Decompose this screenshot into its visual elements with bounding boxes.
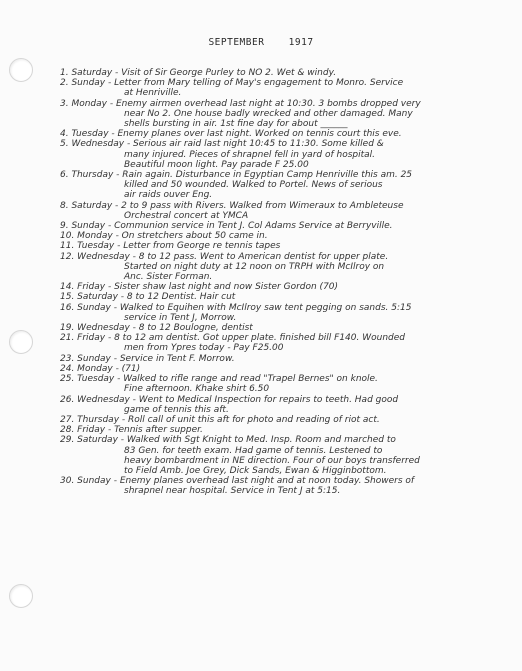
entry-continuation-line: game of tennis this aft. [124, 404, 229, 415]
diary-entry [60, 282, 500, 292]
binder-hole [9, 58, 33, 82]
entry-line: 24. Monday - (71) [60, 363, 141, 374]
entry-continuation-line: Beautiful moon light. Pay parade F 25.00 [124, 159, 309, 170]
entry-line: 14. Friday - Sister shaw last night and now Sister Gordon (70) [60, 282, 339, 293]
entry-line: 19. Wednesday - 8 to 12 Boulogne, dentist [60, 323, 253, 334]
title-year: 1917 [288, 37, 314, 48]
entry-continuation-line: Orchestral concert at YMCA [124, 210, 249, 221]
binder-hole [9, 584, 33, 608]
entry-line: 12. Wednesday - 8 to 12 pass. Went to American dentist for upper plate. [60, 251, 389, 262]
entry-continuation-line: killed and 50 wounded. Walked to Portel. News of serious [124, 180, 383, 191]
entry-line: 11. Tuesday - Letter from George re tennis tapes [60, 241, 281, 252]
entry-line: 9. Sunday - Communion service in Tent J. Col Adams Service at Berryville. [60, 221, 393, 232]
entry-continuation-line: to Field Amb. Joe Grey, Dick Sands, Ewan & Higginbottom. [124, 465, 387, 476]
entry-continuation-line: shells bursting in air. 1st fine day for about ______ [124, 119, 348, 130]
entry-line: 16. Sunday - Walked to Equihen with McIlroy saw tent pegging on sands. 5:15 [60, 302, 412, 313]
diary-entry [60, 231, 500, 241]
diary-entry [60, 68, 500, 78]
diary-entry [60, 78, 500, 98]
entry-continuation-line: Fine afternoon. Khake shirt 6.50 [124, 384, 270, 395]
entry-line: 5. Wednesday - Serious air raid last night 10:45 to 11:30. Some killed & [60, 139, 384, 150]
diary-entry [60, 139, 500, 170]
diary-entry [60, 476, 500, 496]
page-title [0, 37, 522, 48]
diary-entry [60, 292, 500, 302]
diary-entry [60, 425, 500, 435]
entry-line: 30. Sunday - Enemy planes overhead last night and at noon today. Showers of [60, 476, 415, 487]
entry-continuation-line: air raids ouver Eng. [124, 190, 213, 201]
entry-line: 15. Saturday - 8 to 12 Dentist. Hair cut [60, 292, 236, 303]
entry-line: 10. Monday - On stretchers about 50 came in. [60, 231, 268, 242]
title-month: SEPTEMBER [208, 37, 265, 48]
diary-entry [60, 303, 500, 323]
entry-continuation-line: Started on night duty at 12 noon on TRPH with McIlroy on [124, 261, 385, 272]
diary-entries [60, 68, 500, 497]
entry-line: 29. Saturday - Walked with Sgt Knight to Med. Insp. Room and marched to [60, 435, 396, 446]
diary-entry [60, 364, 500, 374]
entry-line: 6. Thursday - Rain again. Disturbance in Egyptian Camp Henriville this am. 25 [60, 170, 413, 181]
entry-line: 25. Tuesday - Walked to rifle range and read "Trapel Bernes" on knole. [60, 374, 378, 385]
diary-entry [60, 252, 500, 283]
entry-line: 21. Friday - 8 to 12 am dentist. Got upper plate. finished bill F140. Wounded [60, 333, 406, 344]
entry-continuation-line: many injured. Pieces of shrapnel fell in yard of hospital. [124, 149, 376, 160]
entry-continuation-line: heavy bombardment in NE direction. Four of our boys transferred [124, 455, 420, 466]
entry-continuation-line: men from Ypres today - Pay F25.00 [124, 343, 284, 354]
diary-entry [60, 395, 500, 415]
entry-continuation-line: shrapnel near hospital. Service in Tent J at 5:15. [124, 486, 341, 497]
entry-continuation-line: at Henriville. [124, 88, 182, 99]
entry-line: 23. Sunday - Service in Tent F. Morrow. [60, 353, 235, 364]
entry-line: 26. Wednesday - Went to Medical Inspection for repairs to teeth. Had good [60, 394, 399, 405]
diary-entry [60, 99, 500, 130]
entry-line: 4. Tuesday - Enemy planes over last night. Worked on tennis court this eve. [60, 129, 402, 140]
binder-hole [9, 330, 33, 354]
diary-entry [60, 241, 500, 251]
entry-continuation-line: 83 Gen. for teeth exam. Had game of tennis. Lestened to [124, 445, 383, 456]
entry-line: 27. Thursday - Roll call of unit this aft for photo and reading of riot act. [60, 414, 380, 425]
entry-line: 1. Saturday - Visit of Sir George Purley to NO 2. Wet & windy. [60, 68, 337, 78]
diary-entry [60, 129, 500, 139]
diary-entry [60, 354, 500, 364]
diary-entry [60, 221, 500, 231]
diary-entry [60, 170, 500, 201]
diary-entry [60, 333, 500, 353]
diary-entry [60, 415, 500, 425]
entry-line: 3. Monday - Enemy airmen overhead last night at 10:30. 3 bombs dropped very [60, 98, 421, 109]
diary-entry [60, 435, 500, 476]
diary-entry [60, 374, 500, 394]
diary-entry [60, 201, 500, 221]
entry-line: 2. Sunday - Letter from Mary telling of May's engagement to Monro. Service [60, 78, 404, 89]
entry-continuation-line: near No 2. One house badly wrecked and other damaged. Many [124, 108, 413, 119]
entry-continuation-line: Anc. Sister Forman. [124, 272, 213, 283]
entry-continuation-line: service in Tent J, Morrow. [124, 312, 237, 323]
diary-entry [60, 323, 500, 333]
entry-line: 28. Friday - Tennis after supper. [60, 425, 203, 436]
entry-line: 8. Saturday - 2 to 9 pass with Rivers. Walked from Wimeraux to Ambleteuse [60, 200, 404, 211]
